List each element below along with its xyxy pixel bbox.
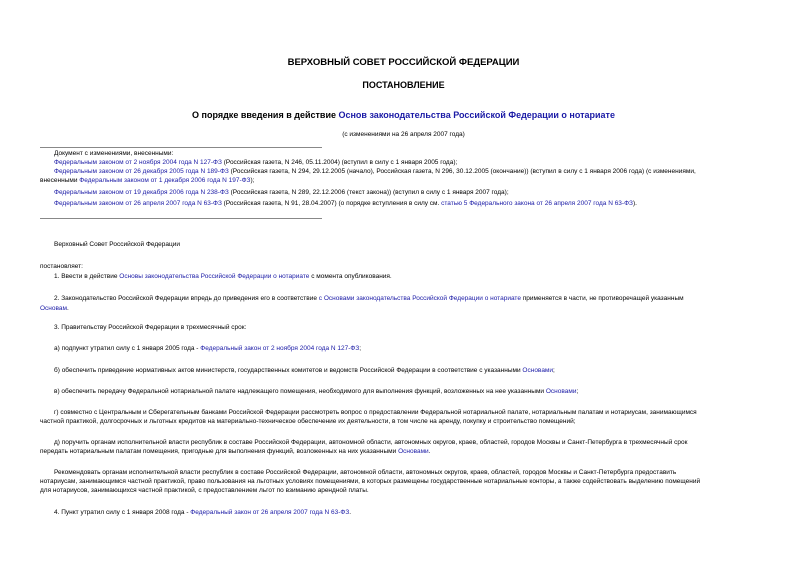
council-line: Верховный Совет Российской Федерации xyxy=(54,241,180,248)
amendment-text: ). xyxy=(632,200,637,207)
recommendation: Рекомендовать органам исполнительной власти республик в составе Российской Федерации, автономной области, автономных округов, краев, областей, городов Москвы и Санкт-Петербурга предоставить xyxy=(54,469,677,476)
paragraph-text: с момента опубликования. xyxy=(309,273,392,280)
paragraph-text: а) подпункт утратил силу с 1 января 2005 года - xyxy=(54,345,201,352)
subparagraph-v xyxy=(54,387,578,397)
paragraph-text: 2. Законодательство Российской Федерации впредь до приведения его в соответствие xyxy=(54,295,319,302)
paragraph-4 xyxy=(54,508,351,518)
paragraph-text: . xyxy=(66,305,69,312)
changes-note: (с изменениями на 26 апреля 2007 года) xyxy=(342,131,465,138)
resolves-line: постановляет: xyxy=(40,263,83,270)
amendment-line xyxy=(54,188,509,198)
paragraph-text: ; xyxy=(576,388,579,395)
document-type-heading: ПОСТАНОВЛЕНИЕ xyxy=(362,80,445,90)
top-divider xyxy=(40,147,322,148)
subparagraph-a xyxy=(54,344,361,354)
paragraph-text: передать нотариальным палатам помещения, пригодные для выполнения функций, возложенных на них указанными xyxy=(40,448,399,455)
amendments-intro: Документ с изменениями, внесенными: xyxy=(54,150,174,157)
paragraph-text: б) обеспечить приведение нормативных актов министерств, государственных комитетов и ведомств Российской Федерации в соответствие с указанными xyxy=(54,367,523,374)
recommendation-cont: для нотариусов, занимающихся частной практикой, с предоставлением льгот по взиманию арендной платы. xyxy=(40,487,369,494)
paragraph-3: 3. Правительству Российской Федерации в трехмесячный срок: xyxy=(54,324,247,331)
amendment-link[interactable]: Федеральным законом от 26 апреля 2007 года N 63-ФЗ xyxy=(54,200,222,207)
law-link[interactable]: Федеральный закон от 26 апреля 2007 года N 63-ФЗ xyxy=(190,509,350,516)
bottom-divider xyxy=(40,218,322,219)
basics-link[interactable]: Основы законодательства Российской Федерации о нотариате xyxy=(119,273,310,280)
subparagraph-b xyxy=(54,366,555,376)
title-prefix: О порядке введения в действие xyxy=(192,110,339,120)
basics-link[interactable]: Основами xyxy=(545,388,577,395)
paragraph-text: ; xyxy=(359,345,362,352)
amendment-text: (Российская газета, N 91, 28.04.2007) (о порядке вступления в силу см. xyxy=(221,200,442,207)
amendment-text: ); xyxy=(250,177,255,184)
recommendation-cont: нотариусам, занимающимся частной практикой, право пользования на льготных условиях помещениями, в которых размещены государственные нотариальные конторы, а также содействовать выделению помещений xyxy=(40,478,701,485)
paragraph-text: . xyxy=(349,509,352,516)
amendment-text: (Российская газета, N 289, 22.12.2006 (текст закона)) (вступил в силу с 1 января 2007 года); xyxy=(228,189,509,196)
paragraph-text: ; xyxy=(553,367,555,374)
basics-link[interactable]: с Основами законодательства Российской Федерации о нотариате xyxy=(318,295,521,302)
paragraph-1 xyxy=(54,272,392,282)
amendment-text: (Российская газета, N 294, 29.12.2005 (начало), Российская газета, N 296, 30.12.2005 (окончание)) (вступил в силу с 1 января 2006 года) (с изменениями, xyxy=(228,168,696,175)
paragraph-2 xyxy=(54,294,684,304)
amendment-text: внесенными xyxy=(40,177,80,184)
basics-link[interactable]: Основам xyxy=(40,305,67,312)
amendment-text: (Российская газета, N 246, 05.11.2004) (вступил в силу с 1 января 2005 года); xyxy=(221,159,458,166)
basics-link[interactable]: Основами xyxy=(398,448,429,455)
council-heading: ВЕРХОВНЫЙ СОВЕТ РОССИЙСКОЙ ФЕДЕРАЦИИ xyxy=(287,57,520,68)
amendment-link[interactable]: Федеральным законом от 26 декабря 2005 года N 189-ФЗ xyxy=(54,168,229,175)
paragraph-text: применяется в части, не противоречащей указанным xyxy=(520,295,684,302)
amendment-link[interactable]: Федеральным законом от 1 декабря 2006 года N 197-ФЗ xyxy=(79,177,251,184)
subparagraph-g: г) совместно с Центральным и Сберегательным банками Российской Федерации рассмотреть вопрос о предоставлении Федеральной нотариальной палате, нотариальным палатам и нотариусам, занимающимся xyxy=(54,409,697,416)
subparagraph-g-cont: частной практикой, долгосрочных и льготных кредитов на материально-техническое обеспечение их деятельности, в том числе на аренду, покупку и строительство помещений; xyxy=(40,418,576,425)
paragraph-text: 4. Пункт утратил силу с 1 января 2008 года - xyxy=(54,509,191,516)
amendment-line xyxy=(40,176,254,186)
paragraph-text: 1. Ввести в действие xyxy=(54,273,120,280)
amendment-article-link[interactable]: статью 5 Федерального закона от 26 апреля 2007 года N 63-ФЗ xyxy=(441,200,633,207)
paragraph-2-cont xyxy=(40,304,69,314)
paragraph-text: в) обеспечить передачу Федеральной нотариальной палате надлежащего помещения, необходимого для выполнения функций, возложенных на нее указанными xyxy=(54,388,546,395)
subparagraph-d-cont xyxy=(40,447,430,457)
basics-link[interactable]: Основами xyxy=(522,367,554,374)
document-title xyxy=(0,110,807,120)
amendment-link[interactable]: Федеральным законом от 2 ноября 2004 года N 127-ФЗ xyxy=(54,159,222,166)
title-link[interactable]: Основ законодательства Российской Федерации о нотариате xyxy=(338,110,615,120)
subparagraph-d: д) поручить органам исполнительной власти республик в составе Российской Федерации, автономной области, автономных округов, краев, областей, городов Москвы и Санкт-Петербурга в трехмесячный срок xyxy=(54,439,688,446)
law-link[interactable]: Федеральный закон от 2 ноября 2004 года N 127-ФЗ xyxy=(200,345,360,352)
amendment-line xyxy=(54,199,637,209)
amendment-link[interactable]: Федеральным законом от 19 декабря 2006 года N 238-ФЗ xyxy=(54,189,229,196)
paragraph-text: . xyxy=(428,448,431,455)
